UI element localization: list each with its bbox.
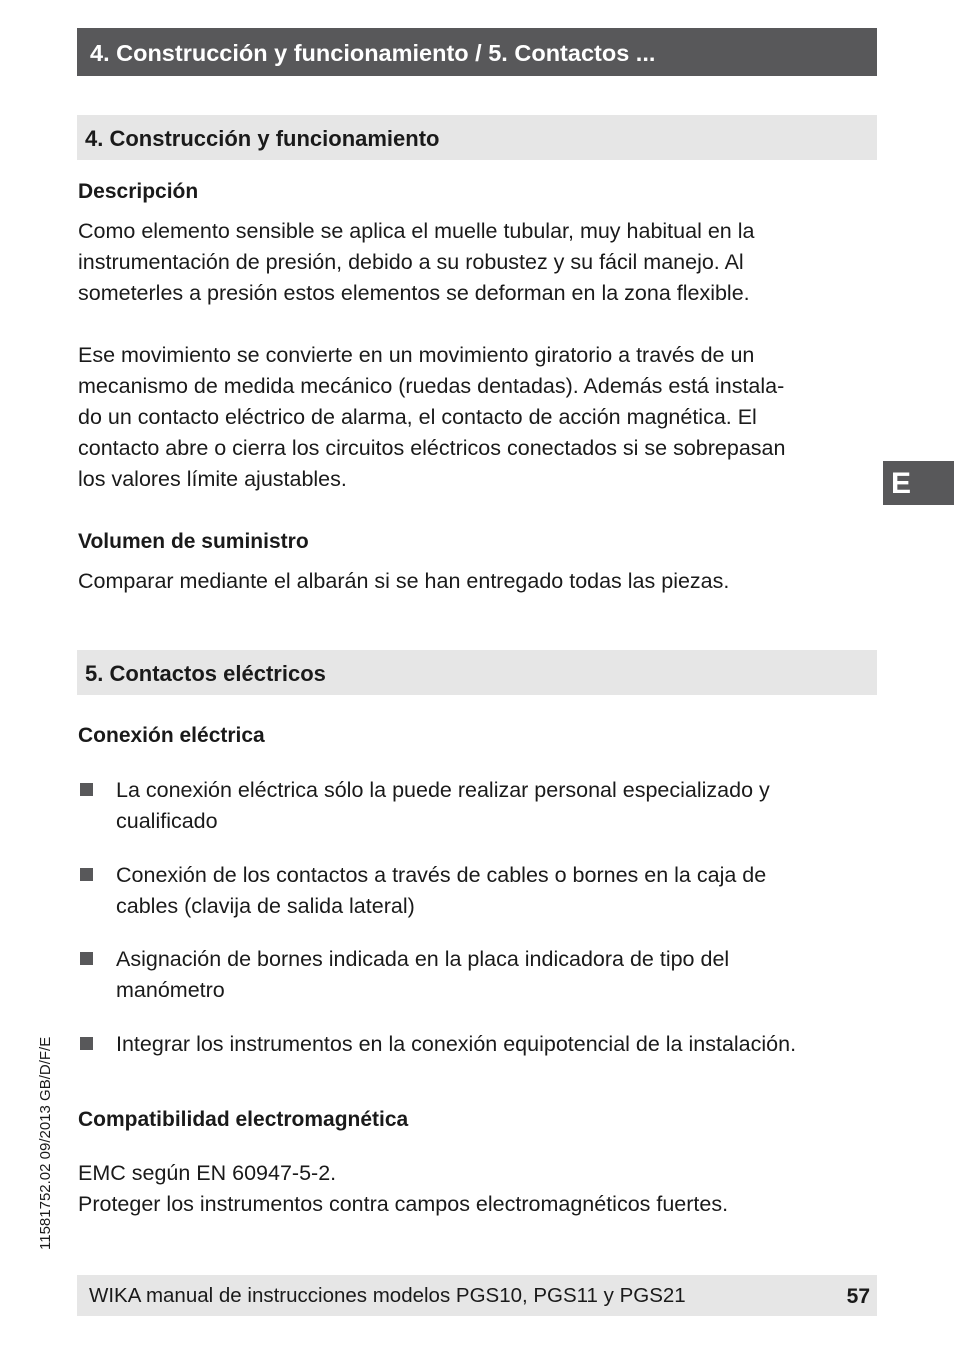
subheading-descripcion: Descripción (78, 180, 199, 203)
subheading-volumen-suministro: Volumen de suministro (78, 530, 309, 553)
page-header-title: 4. Construcción y funcionamiento / 5. Contactos ... (90, 40, 656, 66)
language-tab (883, 461, 954, 505)
paragraph-descripcion-2 (78, 340, 878, 495)
page-number: 57 (846, 1285, 870, 1308)
section-heading-5 (77, 650, 877, 695)
text-line: cables (clavija de salida lateral) (116, 894, 415, 918)
subheading-conexion-electrica: Conexión eléctrica (78, 724, 265, 747)
text-line: los valores límite ajustables. (78, 467, 347, 491)
text-line: instrumentación de presión, debido a su robustez y su fácil manejo. Al (78, 250, 744, 274)
footer-text: WIKA manual de instrucciones modelos PGS10, PGS11 y PGS21 (89, 1284, 686, 1307)
text-line: manómetro (116, 978, 225, 1002)
text-line: Conexión de los contactos a través de cables o bornes en la caja de (116, 863, 767, 887)
text-line: EMC según EN 60947-5-2. (78, 1161, 337, 1185)
bullet-square-icon (80, 952, 93, 965)
text-line: cualificado (116, 809, 218, 833)
text-line: do un contacto eléctrico de alarma, el contacto de acción magnética. El (78, 405, 757, 429)
text-line: Proteger los instrumentos contra campos electromagnéticos fuertes. (78, 1192, 729, 1216)
text-line: Como elemento sensible se aplica el muelle tubular, muy habitual en la (78, 219, 755, 243)
text-line: Integrar los instrumentos en la conexión equipotencial de la instalación. (116, 1032, 797, 1056)
section-heading-4 (77, 115, 877, 160)
page-footer (77, 1275, 877, 1316)
text-line: Ese movimiento se convierte en un movimiento giratorio a través de un (78, 343, 755, 367)
text-line: someterles a presión estos elementos se deforman en la zona flexible. (78, 281, 750, 305)
text-line: La conexión eléctrica sólo la puede realizar personal especializado y (116, 778, 770, 802)
text-line: mecanismo de medida mecánico (ruedas dentadas). Además está instala- (78, 374, 785, 398)
bullet-square-icon (80, 868, 93, 881)
paragraph-emc (78, 1158, 878, 1220)
document-code-text: 11581752.02 09/2013 GB/D/F/E (37, 1036, 54, 1250)
text-line: Asignación de bornes indicada en la placa indicadora de tipo del (116, 947, 730, 971)
language-tab-label: E (891, 467, 912, 500)
bullet-square-icon (80, 783, 93, 796)
section-4-title: 4. Construcción y funcionamiento (85, 126, 440, 151)
subheading-compatibilidad-electromagnetica: Compatibilidad electromagnética (78, 1108, 409, 1131)
paragraph-suministro (78, 566, 878, 597)
page-header (77, 28, 877, 76)
section-5-title: 5. Contactos eléctricos (85, 661, 326, 686)
text-line: Comparar mediante el albarán si se han entregado todas las piezas. (78, 569, 730, 593)
paragraph-descripcion-1 (78, 216, 878, 309)
bullet-square-icon (80, 1037, 93, 1050)
text-line: contacto abre o cierra los circuitos eléctricos conectados si se sobrepasan (78, 436, 786, 460)
